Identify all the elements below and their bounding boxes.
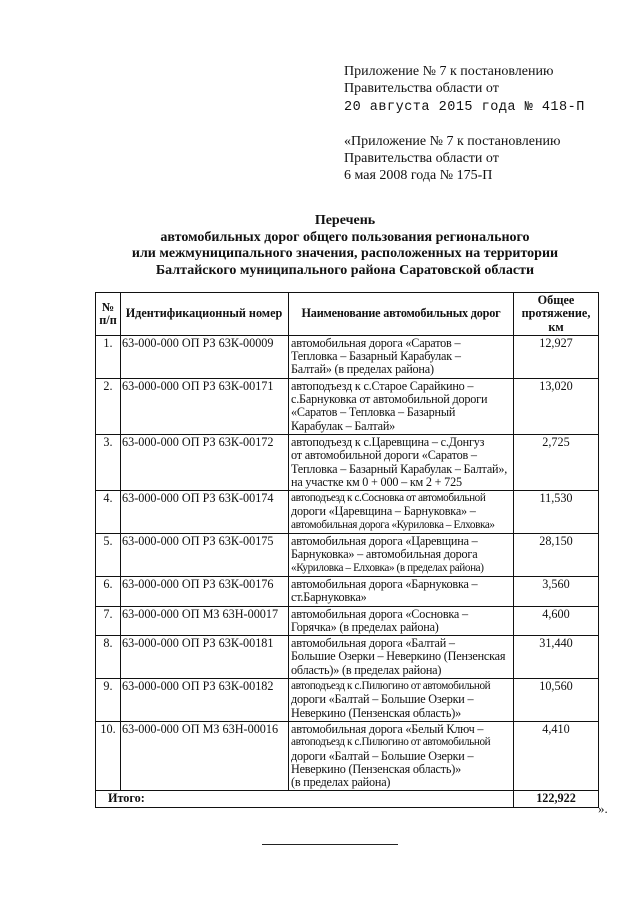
row-number: 9.	[96, 679, 121, 722]
table-row	[96, 721, 599, 790]
header-num: № п/п	[96, 293, 121, 336]
road-name-line: с.Барнуковка от автомобильной дороги	[291, 392, 488, 407]
table-row	[96, 378, 599, 434]
road-id: 63-000-000 ОП МЗ 63Н-00016	[121, 721, 289, 790]
road-length: 4,410	[514, 721, 599, 790]
header-id: Идентификационный номер	[121, 293, 289, 336]
title-line-3: или межмуниципального значения, расположенных на территории	[131, 246, 559, 261]
road-id: 63-000-000 ОП РЗ 63К-00176	[121, 576, 289, 606]
road-name-line: дороги «Балтай – Большие Озерки –	[291, 692, 474, 707]
row-number: 10.	[96, 721, 121, 790]
row-number: 7.	[96, 606, 121, 636]
road-name-line: автомобильная дорога «Царевщина –	[291, 534, 478, 549]
title-line-1: Перечень	[314, 213, 376, 228]
road-name-line: автоподъезд к с.Царевщина – с.Донгуз	[291, 434, 485, 449]
road-id: 63-000-000 ОП РЗ 63К-00009	[121, 335, 289, 378]
road-name-line: ст.Барнуковка»	[291, 590, 367, 605]
road-name	[289, 679, 514, 722]
road-name	[289, 721, 514, 790]
header-length: Общее протяжение, км	[514, 293, 599, 336]
annex-line-2: Правительства области от	[344, 81, 499, 96]
table-row	[96, 434, 599, 490]
road-name-line: «Саратов – Тепловка – Базарный	[291, 405, 456, 420]
road-name-line: Тепловка – Базарный Карабулак –	[291, 349, 461, 364]
total-label	[96, 791, 514, 807]
total-label-text: Итого:	[108, 791, 145, 806]
road-name-line: Балтай» (в пределах района)	[291, 362, 434, 377]
annex-date-line: 20 августа 2015 года № 418-П	[344, 100, 585, 115]
road-name-line: автоподъезд к с.Пилюгино от автомобильной	[291, 736, 491, 749]
row-number: 2.	[96, 378, 121, 434]
row-number: 5.	[96, 534, 121, 577]
row-number: 8.	[96, 636, 121, 679]
road-name-line: Неверкино (Пензенская область)»	[291, 761, 461, 776]
road-length: 12,927	[514, 335, 599, 378]
road-id: 63-000-000 ОП РЗ 63К-00182	[121, 679, 289, 722]
road-name-line: автоподъезд к с.Сосновка от автомобильной	[291, 492, 486, 505]
road-name-line: Карабулак – Балтай»	[291, 418, 396, 433]
road-name	[289, 576, 514, 606]
closing-quote-mark: ».	[598, 801, 608, 816]
road-id: 63-000-000 ОП РЗ 63К-00175	[121, 534, 289, 577]
road-name	[289, 606, 514, 636]
road-length: 31,440	[514, 636, 599, 679]
road-name-line: (в пределах района)	[291, 775, 391, 790]
road-id: 63-000-000 ОП РЗ 63К-00171	[121, 378, 289, 434]
road-name-line: Тепловка – Базарный Карабулак – Балтай»,	[291, 461, 508, 476]
table-row	[96, 606, 599, 636]
road-name-line: автомобильная дорога «Барнуковка –	[291, 576, 478, 591]
road-length: 3,560	[514, 576, 599, 606]
road-name-line: Барнуковка» – автомобильная дорога	[291, 547, 478, 562]
road-name-line: дороги «Балтай – Большие Озерки –	[291, 748, 474, 763]
road-name-line: автомобильная дорога «Балтай –	[291, 636, 455, 651]
table-row	[96, 679, 599, 722]
table-row	[96, 576, 599, 606]
table-row	[96, 491, 599, 534]
road-name	[289, 491, 514, 534]
total-value: 122,922	[514, 791, 599, 807]
title-line-4: Балтайского муниципального района Саратовской области	[155, 262, 535, 278]
road-name-line: автомобильная дорога «Куриловка – Елховка»	[291, 518, 495, 531]
row-number: 3.	[96, 434, 121, 490]
road-name-line: Неверкино (Пензенская область)»	[291, 705, 461, 720]
road-id: 63-000-000 ОП РЗ 63К-00172	[121, 434, 289, 490]
bottom-divider	[262, 844, 398, 845]
road-length: 4,600	[514, 606, 599, 636]
road-length: 28,150	[514, 534, 599, 577]
prev-annex-line-1: «Приложение № 7 к постановлению	[344, 134, 561, 149]
road-name	[289, 335, 514, 378]
row-number: 6.	[96, 576, 121, 606]
road-name	[289, 434, 514, 490]
road-id: 63-000-000 ОП МЗ 63Н-00017	[121, 606, 289, 636]
road-name	[289, 378, 514, 434]
road-name-line: «Куриловка – Елховка» (в пределах района)	[291, 561, 484, 574]
road-name-line: Большие Озерки – Неверкино (Пензенская	[291, 649, 506, 664]
road-id: 63-000-000 ОП РЗ 63К-00181	[121, 636, 289, 679]
row-number: 1.	[96, 335, 121, 378]
table-header-row	[96, 293, 599, 336]
road-name-line: от автомобильной дороги «Саратов –	[291, 448, 477, 463]
road-name-line: автомобильная дорога «Сосновка –	[291, 606, 468, 621]
annex-header	[344, 63, 585, 116]
row-number: 4.	[96, 491, 121, 534]
road-length: 2,725	[514, 434, 599, 490]
road-name-line: на участке км 0 + 000 – км 2 + 725	[291, 474, 462, 489]
road-name-line: автомобильная дорога «Белый Ключ –	[291, 721, 484, 736]
road-name-line: автоподъезд к с.Старое Сарайкино –	[291, 378, 474, 393]
road-name-line: автомобильная дорога «Саратов –	[291, 335, 461, 350]
header-name: Наименование автомобильных дорог	[289, 293, 514, 336]
road-name	[289, 636, 514, 679]
prev-annex-line-3: 6 мая 2008 года № 175-П	[344, 168, 493, 183]
road-id: 63-000-000 ОП РЗ 63К-00174	[121, 491, 289, 534]
table-row	[96, 335, 599, 378]
road-name	[289, 534, 514, 577]
table-row	[96, 636, 599, 679]
prev-annex-line-2: Правительства области от	[344, 151, 499, 166]
table-row	[96, 534, 599, 577]
document-title	[60, 213, 630, 279]
total-row	[96, 791, 599, 807]
road-name-line: область)» (в пределах района)	[291, 662, 442, 677]
title-line-2: автомобильных дорог общего пользования регионального	[160, 229, 530, 245]
roads-table	[95, 292, 599, 808]
annex-line-1: Приложение № 7 к постановлению	[344, 64, 554, 79]
road-name-line: Горячка» (в пределах района)	[291, 619, 439, 634]
road-length: 13,020	[514, 378, 599, 434]
road-length: 11,530	[514, 491, 599, 534]
previous-annex-header	[344, 133, 560, 184]
road-length: 10,560	[514, 679, 599, 722]
road-name-line: дороги «Царевщина – Барнуковка» –	[291, 504, 476, 519]
road-name-line: автоподъезд к с.Пилюгино от автомобильной	[291, 680, 491, 693]
